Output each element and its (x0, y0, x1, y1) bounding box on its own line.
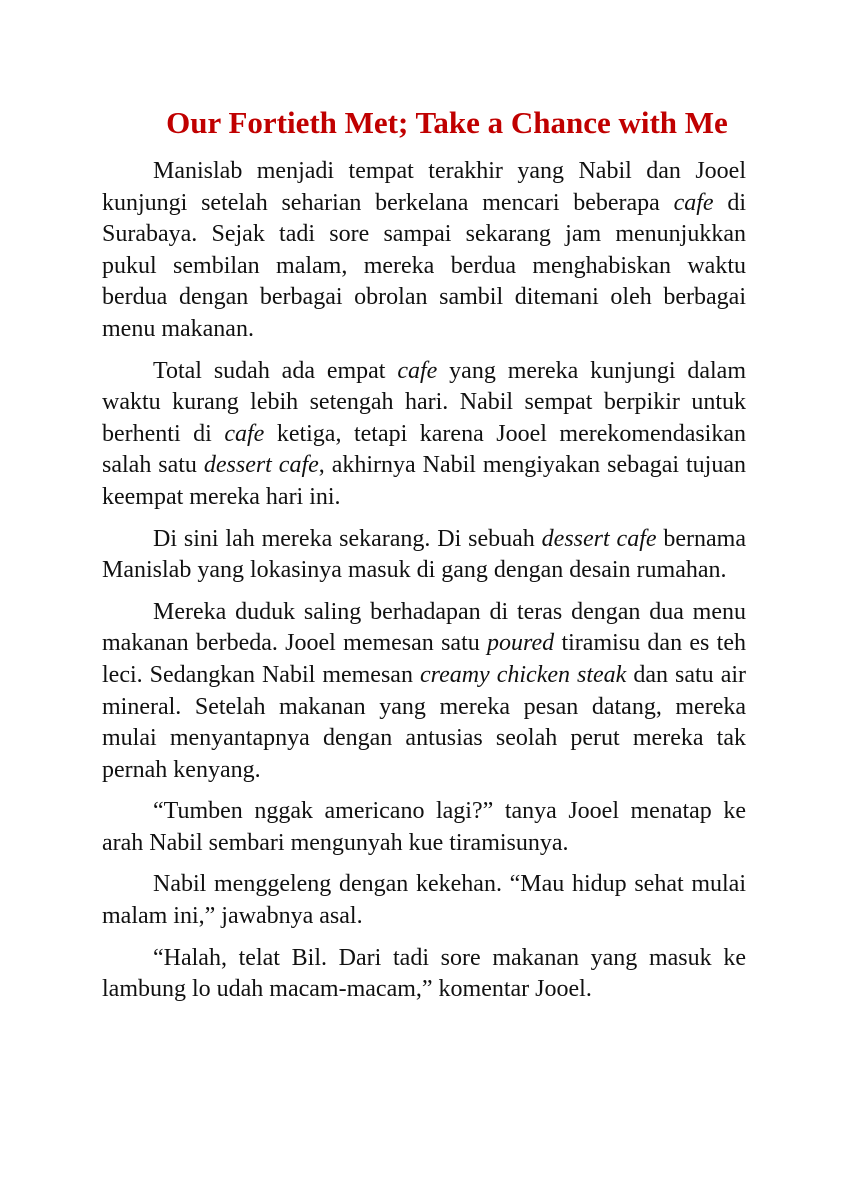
chapter-body (102, 156, 746, 1006)
chapter-title: Our Fortieth Met; Take a Chance with Me (166, 105, 728, 140)
text-run: “Halah, telat Bil. Dari tadi sore makanan yang masuk ke lambung lo udah macam-macam,” komentar Jooel. (102, 944, 746, 1003)
paragraph (102, 943, 746, 1006)
italic-text: poured (487, 630, 555, 657)
text-run: dan satu air mineral. Setelah makanan yang mereka pesan datang, mereka mulai menyantapnya dengan antusias seolah perut mereka tak pernah kenyang. (102, 661, 746, 783)
paragraph (102, 597, 746, 787)
text-run: tiramisu dan es teh leci. Sedangkan Nabil memesan (102, 630, 746, 688)
italic-text: creamy chicken steak (419, 661, 627, 688)
italic-text: cafe (224, 420, 265, 447)
text-run: Total sudah ada empat (153, 357, 398, 384)
text-run: Manislab menjadi tempat terakhir yang Nabil dan Jooel kunjungi setelah seharian berkelana mencari beberapa (102, 158, 746, 216)
paragraph (102, 869, 746, 932)
text-run: Nabil menggeleng dengan kekehan. “Mau hidup sehat mulai malam ini,” jawabnya asal. (102, 871, 746, 930)
text-run: Di sini lah mereka sekarang. Di sebuah (153, 525, 542, 552)
italic-text: cafe (673, 189, 714, 216)
text-run: di Surabaya. Sejak tadi sore sampai sekarang jam menunjukkan pukul sembilan malam, mereka berdua menghabiskan waktu berdua dengan berbagai obrolan sambil ditemani oleh berbagai menu makanan. (102, 189, 746, 342)
text-run: yang mereka kunjungi dalam waktu kurang lebih setengah hari. Nabil sempat berpikir untuk berhenti di (102, 357, 746, 447)
italic-text: dessert cafe (541, 525, 657, 552)
text-run: bernama Manislab yang lokasinya masuk di gang dengan desain rumahan. (102, 525, 747, 584)
paragraph (102, 796, 746, 859)
text-run: Mereka duduk saling berhadapan di teras dengan dua menu makanan berbeda. Jooel memesan satu (102, 598, 746, 657)
text-run: , akhirnya Nabil mengiyakan sebagai tujuan keempat mereka hari ini. (102, 452, 746, 510)
italic-text: dessert cafe (203, 452, 319, 479)
text-run: ketiga, tetapi karena Jooel merekomendasikan salah satu (102, 420, 747, 479)
paragraph (102, 524, 746, 587)
paragraph (102, 156, 746, 346)
italic-text: cafe (397, 357, 438, 384)
text-run: “Tumben nggak americano lagi?” tanya Jooel menatap ke arah Nabil sembari mengunyah kue tiramisunya. (102, 798, 746, 856)
paragraph (102, 356, 746, 514)
